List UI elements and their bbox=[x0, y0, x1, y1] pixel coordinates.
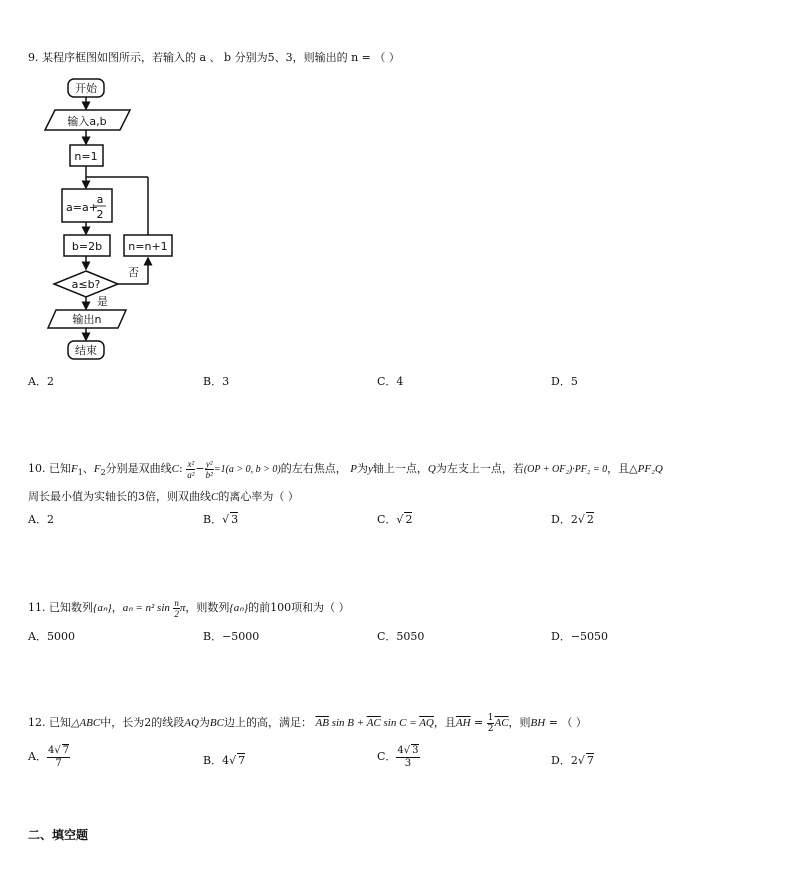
flow-yes-label: 是 bbox=[97, 295, 108, 308]
q10-stem-line2: 周长最小值为实轴长的3倍，则双曲线C的离心率为（ ） bbox=[28, 490, 299, 503]
q9-option-a[interactable]: A．2 bbox=[28, 375, 54, 388]
q10-option-b[interactable]: B．√ 3 bbox=[203, 513, 239, 526]
q12-option-c[interactable]: C． $\frac{4√ 3}{3}$ bbox=[377, 745, 419, 769]
q9-flowchart bbox=[40, 76, 190, 366]
q12-stem: 12. 已知△ABC中，长为2的线段AQ为BC边上的高，满足： $\overline{AB}$ $\sin B + \overline{AC}$ $\sin C = \overline{AQ}$，且$\overline{AH}$ = $\frac{1}{2}$ $\overline{AC}$，则BH = （ ） bbox=[28, 712, 587, 734]
flow-step-a-num: a bbox=[96, 193, 104, 206]
section-fill-in-blank-heading: 二、填空题 bbox=[28, 828, 89, 842]
flow-step-a-den: 2 bbox=[96, 208, 104, 221]
q10-option-c[interactable]: C．√ 2 bbox=[377, 513, 413, 526]
q10-option-a[interactable]: A．2 bbox=[28, 513, 54, 526]
q10-stem-line1: 10. 已知$F_1$、$F_2$分别是双曲线C: $\frac{\text{x²}}{\text{a²}}$ − $\frac{\text{y²}}{\text{b²}}$ =1(a > 0, b > 0)的左右焦点， P为y轴上一点，Q为左支上一点，若(OP + OF₂)·PF₂ = 0，且△PF₂Q bbox=[28, 458, 663, 480]
q9-option-b[interactable]: B．3 bbox=[203, 375, 230, 388]
q10-option-d[interactable]: D．2√ 2 bbox=[551, 513, 594, 526]
q12-option-a[interactable]: A． $\frac{4√ 7}{7}$ bbox=[28, 745, 70, 769]
q11-option-b[interactable]: B．−5000 bbox=[203, 630, 260, 643]
flow-input-text: 输入a,b bbox=[67, 115, 107, 128]
flow-init-text: n=1 bbox=[74, 150, 98, 163]
q11-option-c[interactable]: C．5050 bbox=[377, 630, 425, 643]
q12-option-b[interactable]: B．4√ 7 bbox=[203, 754, 246, 767]
q11-option-d[interactable]: D．−5050 bbox=[551, 630, 609, 643]
flow-cond-text: a≤b? bbox=[71, 278, 101, 291]
flow-no-label: 否 bbox=[128, 266, 139, 279]
flow-start-text: 开始 bbox=[75, 82, 97, 95]
q9-stem: 9. 某程序框图如图所示，若输入的 a 、 b 分别为5、3，则输出的 n = （ ） bbox=[28, 51, 400, 64]
q12-option-d[interactable]: D．2√ 7 bbox=[551, 754, 594, 767]
flow-end-text: 结束 bbox=[75, 344, 97, 357]
q9-option-c[interactable]: C．4 bbox=[377, 375, 404, 388]
q11-option-a[interactable]: A．5000 bbox=[28, 630, 75, 643]
q9-option-d[interactable]: D．5 bbox=[551, 375, 578, 388]
flow-step-a-lhs: a=a+ bbox=[66, 201, 98, 214]
q11-stem: 11. 已知数列{aₙ}，aₙ = n² sin $\frac{n}{2}$ π，则数列{aₙ}的前100项和为（ ） bbox=[28, 597, 350, 619]
flow-step-b-text: b=2b bbox=[71, 240, 103, 253]
flow-inc-text: n=n+1 bbox=[128, 240, 168, 253]
flow-output-text: 输出n bbox=[72, 313, 102, 326]
